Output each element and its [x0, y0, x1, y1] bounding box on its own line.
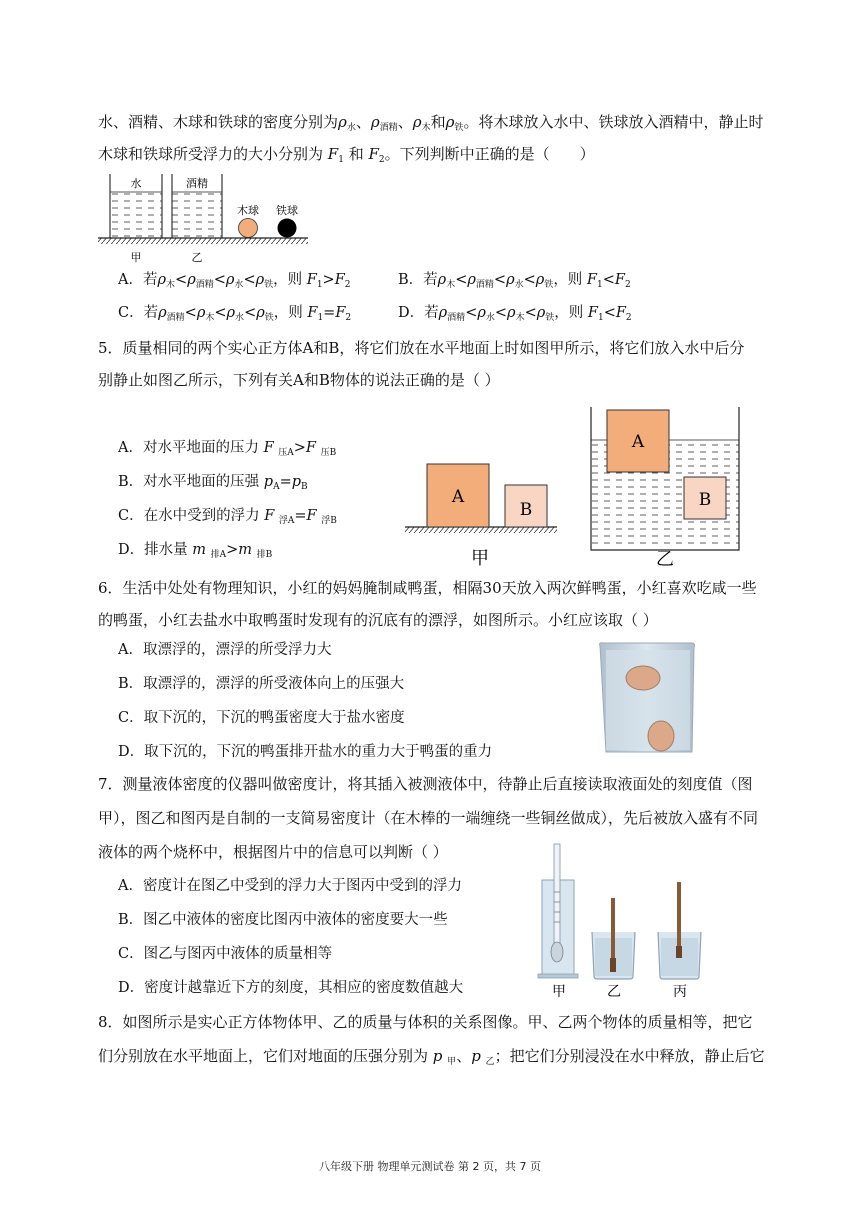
- q5-figure-jia: [405, 460, 565, 570]
- q4-line-2: 木球和铁球所受浮力的大小分别为 $F_1$ 和 $F_2$。下列判断中正确的是（ ）: [98, 145, 595, 165]
- q6-option-b: B．取漂浮的，漂浮的所受液体向上的压强大: [118, 676, 405, 692]
- page-footer: 八年级下册 物理单元测试卷 第 2 页，共 7 页: [319, 1160, 541, 1173]
- q5-line-1: 5．质量相同的两个实心正方体A和B，将它们放在水平地面上时如图甲所示，将它们放入水中后分: [98, 339, 745, 357]
- q5-option-d: D．排水量 m $_{排A}$>m $_{排B}$: [118, 542, 273, 560]
- q5-fig-jia: 甲: [471, 548, 489, 569]
- q4-figure: [98, 170, 318, 265]
- iron-ball-icon: [278, 219, 297, 238]
- q7-option-d: D．密度计越靠近下方的刻度，其相应的密度数值越大: [118, 980, 464, 996]
- q5-fig-yi: 乙: [656, 549, 674, 570]
- floating-egg-icon: [626, 666, 660, 690]
- q7-line-2: 甲），图乙和图丙是自制的一支简易密度计（在木棒的一端缠绕一些铜丝做成），先后被放入盛有不同: [98, 809, 759, 827]
- q4-fig-alcohol: 酒精: [186, 177, 208, 190]
- q4-option-b: B．若$\rho_木<\rho_{酒精}<\rho_水<\rho_铁$，则 $F_1<F_2$: [398, 272, 631, 290]
- q6-option-c: C．取下沉的，下沉的鸭蛋密度大于盐水密度: [118, 710, 405, 726]
- q6-line-2: 的鸭蛋，小红去盐水中取鸭蛋时发现有的沉底有的漂浮，如图所示。小红应该取（ ）: [98, 611, 658, 629]
- q5-line-2: 别静止如图乙所示，下列有关A和B物体的说法正确的是（ ）: [98, 371, 500, 389]
- q6-option-d: D．取下沉的，下沉的鸭蛋排开盐水的重力大于鸭蛋的重力: [118, 744, 493, 760]
- q7-option-a: A．密度计在图乙中受到的浮力大于图丙中受到的浮力: [118, 878, 462, 894]
- q7-option-c: C．图乙与图丙中液体的质量相等: [118, 946, 333, 962]
- q4-fig-yi: 乙: [191, 251, 203, 264]
- q5-fig-yi-a-label: A: [631, 432, 645, 452]
- q5-figure-yi: [590, 407, 750, 569]
- q5-option-b: B．对水平地面的压强 $p_A=p_B$: [118, 474, 308, 492]
- q5-fig-a-label: A: [451, 487, 465, 507]
- q4-fig-jia: 甲: [130, 251, 142, 264]
- q6-beaker-figure: [598, 640, 696, 755]
- q7-fig-jia: 甲: [552, 984, 566, 1000]
- q4-fig-wood-ball: 木球: [237, 204, 259, 217]
- q7-fig-yi: 乙: [607, 984, 621, 1000]
- q4-fig-water: 水: [130, 177, 142, 190]
- q4-fig-iron-ball: 铁球: [276, 204, 298, 217]
- wood-ball-icon: [239, 219, 258, 238]
- q6-line-1: 6．生活中处处有物理知识，小红的妈妈腌制咸鸭蛋，相隔30天放入两次鲜鸭蛋，小红喜欢吃咸一些: [98, 579, 757, 597]
- q6-option-a: A．取漂浮的，漂浮的所受浮力大: [118, 642, 332, 658]
- q4-line-1: 水、酒精、木球和铁球的密度分别为$\rho_水$、$\rho_{酒精}$、$\rho_木$和$\rho_铁$。将木球放入水中、铁球放入酒精中，静止时: [98, 113, 764, 133]
- q5-option-c: C．在水中受到的浮力 F $_{浮A}$=F $_{浮B}$: [118, 508, 337, 526]
- q5-fig-yi-b-label: B: [698, 490, 712, 510]
- q7-line-1: 7．测量液体密度的仪器叫做密度计，将其插入被测液体中，待静止后直接读取液面处的刻度值（图: [98, 775, 753, 793]
- q4-option-c: C．若$\rho_{酒精}<\rho_木<\rho_水<\rho_铁$，则 $F_1=F_2$: [118, 305, 352, 323]
- q7-option-b: B．图乙中液体的密度比图丙中液体的密度要大一些: [118, 912, 448, 928]
- q4-option-d: D．若$\rho_{酒精}<\rho_水<\rho_木<\rho_铁$，则 $F_1<F_2$: [398, 305, 632, 323]
- q5-option-a: A．对水平地面的压力 F $_{压A}$>F $_{压B}$: [118, 440, 337, 458]
- sinking-egg-icon: [648, 721, 674, 751]
- q4-option-a: A．若$\rho_木<\rho_{酒精}<\rho_水<\rho_铁$，则 $F_1>F_2$: [118, 272, 351, 290]
- q7-figure: [536, 842, 728, 1000]
- q7-line-3: 液体的两个烧杯中，根据图片中的信息可以判断（ ）: [98, 843, 448, 861]
- q5-fig-b-label: B: [519, 500, 533, 520]
- q7-fig-bing: 丙: [673, 984, 687, 1000]
- q8-line-1: 8．如图所示是实心正方体物体甲、乙的质量与体积的关系图像。甲、乙两个物体的质量相等，把它: [98, 1013, 753, 1031]
- q8-line-2: 们分别放在水平地面上，它们对地面的压强分别为 p $_甲$、p $_乙$；把它们分别浸没在水中释放，静止后它: [98, 1047, 765, 1067]
